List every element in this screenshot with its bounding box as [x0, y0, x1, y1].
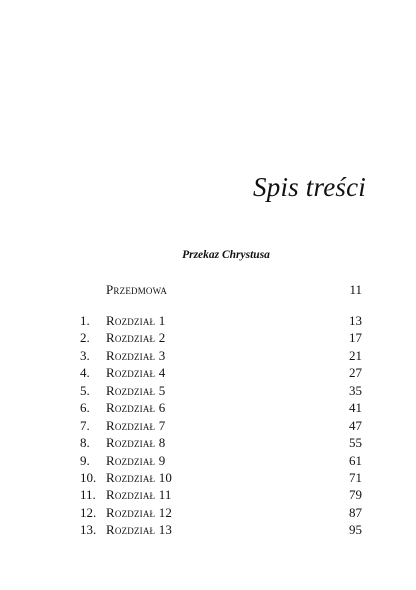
toc-entry-chapter[interactable] [80, 364, 362, 381]
toc-entry-label: Rozdział 3 [106, 347, 166, 363]
toc-entry-label: Rozdział 2 [106, 330, 166, 346]
toc-entry-page-number: 95 [349, 522, 362, 538]
toc-entry-chapter[interactable] [80, 399, 362, 416]
toc-entry-label: Przedmowa [106, 282, 168, 297]
toc-entry-label: Rozdział 8 [106, 435, 166, 451]
toc-entry-chapter[interactable] [80, 521, 362, 538]
toc-entry-number: 2. [80, 330, 90, 346]
toc-entry-page-number: 61 [349, 452, 362, 468]
toc-entry-page-number: 13 [349, 313, 362, 328]
toc-entry-label: Rozdział 4 [106, 365, 166, 381]
toc-entry-chapter[interactable] [80, 486, 362, 503]
toc-entry-chapter[interactable] [80, 347, 362, 364]
page-title: Spis treści [253, 172, 366, 202]
toc-entry-number: 4. [80, 365, 90, 381]
toc-entry-page-number: 17 [349, 330, 362, 346]
toc-entry-label: Rozdział 6 [106, 400, 166, 416]
toc-entry-page-number: 11 [349, 282, 362, 297]
toc-entry-label: Rozdział 9 [106, 452, 166, 468]
toc-entry-label: Rozdział 5 [106, 382, 166, 398]
toc-entry-chapter[interactable] [80, 329, 362, 346]
toc-entry-label: Rozdział 13 [106, 522, 173, 538]
toc-entry-chapter[interactable] [80, 382, 362, 399]
toc-entry-number: 9. [80, 452, 90, 468]
toc-preface-section [80, 281, 362, 298]
toc-entry-number: 6. [80, 400, 90, 416]
toc-entry-label: Rozdział 12 [106, 504, 173, 520]
toc-entry-chapter[interactable] [80, 312, 362, 329]
toc-entry-label: Rozdział 10 [106, 469, 173, 485]
toc-entry-page-number: 87 [349, 504, 362, 520]
toc-entry-number: 13. [80, 522, 97, 538]
toc-entry-number: 10. [80, 469, 97, 485]
toc-entry-page-number: 79 [349, 487, 362, 503]
toc-entry-chapter[interactable] [80, 469, 362, 486]
toc-entry-page-number: 55 [349, 435, 362, 451]
toc-entry-number: 12. [80, 504, 97, 520]
toc-entry-page-number: 41 [349, 400, 362, 416]
toc-entry-number: 1. [80, 313, 90, 328]
toc-entry-page-number: 27 [349, 365, 362, 381]
toc-entry-number: 7. [80, 417, 90, 433]
toc-entry-number: 8. [80, 435, 90, 451]
toc-entry-page-number: 47 [349, 417, 362, 433]
toc-entry-preface[interactable] [80, 281, 362, 298]
toc-entry-number: 11. [80, 487, 96, 503]
toc-entry-number: 5. [80, 382, 90, 398]
toc-entry-page-number: 21 [349, 347, 362, 363]
book-subtitle: Przekaz Chrystusa [182, 249, 270, 261]
toc-entry-label: Rozdział 1 [106, 313, 166, 328]
toc-entry-chapter[interactable] [80, 417, 362, 434]
toc-entry-label: Rozdział 7 [106, 417, 166, 433]
toc-chapter-list [80, 312, 362, 539]
toc-entry-chapter[interactable] [80, 452, 362, 469]
toc-entry-label: Rozdział 11 [106, 487, 172, 503]
toc-entry-chapter[interactable] [80, 434, 362, 451]
toc-entry-page-number: 71 [349, 469, 362, 485]
toc-entry-page-number: 35 [349, 382, 362, 398]
toc-entry-chapter[interactable] [80, 504, 362, 521]
toc-entry-number: 3. [80, 347, 90, 363]
